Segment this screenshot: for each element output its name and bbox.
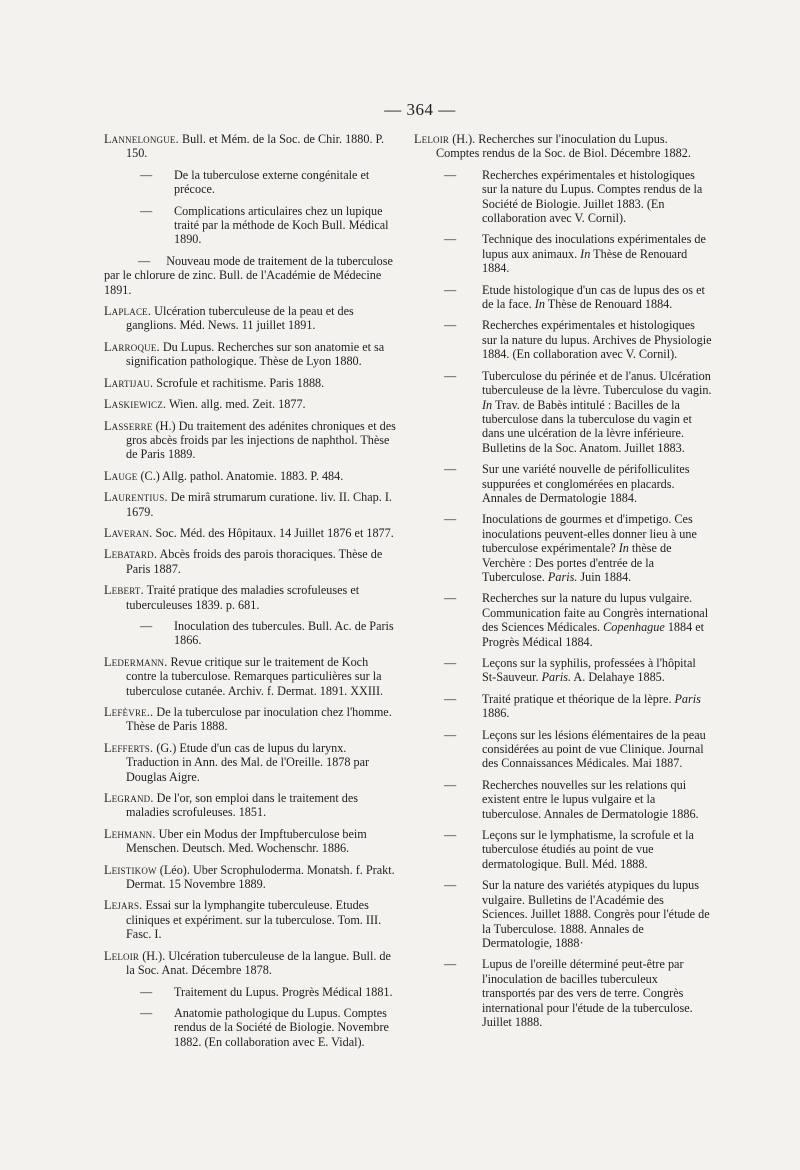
entry-text: Etude histologique d'un cas de lupus des os et de la face.	[482, 282, 705, 312]
bibliography-entry	[104, 827, 396, 856]
bibliography-entry	[414, 778, 712, 821]
ditto-dash: —	[444, 318, 457, 333]
ditto-dash: —	[444, 691, 457, 706]
entry-text: Tuberculose du périnée et de l'anus. Ulcération tuberculeuse de la lèvre. Tuberculose du vagin.	[482, 368, 712, 398]
entry-author: Lauge	[104, 468, 138, 483]
entry-text: Lupus de l'oreille déterminé peut-être par l'inoculation de bacilles tuberculeux transportés par des vers de terre. Congrès international pour l'étude de la tuberculose. Juillet 1888.	[482, 957, 693, 1029]
ditto-dash: —	[444, 462, 457, 477]
ditto-dash: —	[444, 282, 457, 297]
entry-text: (C.) Allg. pathol. Anatomie. 1883. P. 484.	[137, 468, 344, 483]
entry-text: Sur la nature des variétés atypiques du lupus vulgaire. Bulletins de l'Académie des Sciences. Juillet 1888. Congrès pour l'étude de la Tuberculose. 1888. Annales de Dermatologie, 1888·	[482, 878, 710, 950]
entry-text: Recherches sur la nature du lupus vulgaire. Communication faite au Congrès international des Sciences Médicales.	[482, 591, 709, 635]
ditto-dash: —	[140, 1005, 153, 1020]
bibliography-entry	[104, 547, 396, 576]
entry-author: Laveran.	[104, 525, 153, 540]
ditto-dash: —	[444, 656, 457, 670]
entry-text: (G.) Etude d'un cas de lupus du larynx. Traduction in Ann. des Mal. de l'Oreille. 1878 par Douglas Aigre.	[126, 740, 370, 784]
entry-text: (H.). Ulcération tuberculeuse de la langue. Bull. de la Soc. Anat. Décembre 1878.	[126, 948, 391, 978]
entry-text: Traité pratique des maladies scrofuleuses et tuberculeuses 1839. p. 681.	[126, 583, 360, 612]
entry-text: (Léo). Uber Scrophuloderma. Monatsh. f. Prakt. Dermat. 15 Novembre 1889.	[126, 862, 395, 892]
bibliography-entry	[104, 863, 396, 892]
entry-text: (H.) Du traitement des adénites chroniques et des gros abcès froids par les injections de naphthol. Thèse de Paris 1889.	[126, 418, 396, 462]
entry-text: 1886.	[482, 706, 510, 721]
entry-text: A. Delahaye 1885.	[571, 670, 665, 685]
entry-text: De l'or, son emploi dans le traitement des maladies scrofuleuses. 1851.	[126, 791, 359, 820]
bibliography-entry	[414, 828, 712, 871]
entry-text: Sur une variété nouvelle de périfolliculites suppurées et conglomérées en placards. Annales de Dermatologie 1884.	[482, 462, 690, 505]
ditto-dash: —	[444, 957, 457, 972]
entry-text: Traité pratique et théorique de la lèpre.	[482, 691, 675, 706]
entry-text: Ulcération tuberculeuse de la peau et des ganglions. Méd. News. 11 juillet 1891.	[126, 304, 354, 333]
ditto-dash: —	[140, 167, 153, 182]
entry-author: Legrand.	[104, 791, 154, 806]
entry-text: Du Lupus. Recherches sur son anatomie et sa signification pathologique. Thèse de Lyon 1880.	[126, 339, 385, 369]
entry-text: thèse de Verchère : Des portes d'entrée de la Tuberculose.	[482, 541, 672, 584]
entry-text: Bull. et Mém. de la Soc. de Chir. 1880. P. 150.	[126, 132, 385, 161]
left-column	[104, 132, 396, 1056]
entry-text: Soc. Méd. des Hôpitaux. 14 Juillet 1876 et 1877.	[152, 525, 394, 540]
bibliography-entry	[414, 878, 712, 950]
ditto-dash: —	[444, 727, 457, 742]
entry-author: Lannelongue.	[104, 132, 179, 146]
entry-italic: In	[618, 541, 629, 556]
entry-text: (H.). Recherches sur l'inoculation du Lupus. Comptes rendus de la Soc. de Biol. Décembre 1882.	[436, 132, 691, 161]
entry-author: Ledermann.	[104, 654, 168, 669]
bibliography-entry	[104, 583, 396, 612]
entry-text: Anatomie pathologique du Lupus. Comptes rendus de la Société de Biologie. Novembre 1882. (En collaboration avec E. Vidal).	[174, 1005, 389, 1049]
entry-author: Lebert.	[104, 583, 144, 598]
bibliography-entry	[104, 419, 396, 462]
entry-author: Lartijau.	[104, 375, 154, 390]
entry-text: Recherches nouvelles sur les relations qui existent entre le lupus vulgaire et la tuberculose. Annales de Dermatologie 1886.	[482, 777, 699, 821]
entry-author: Laurentius.	[104, 490, 168, 505]
entry-author: Lefèvre..	[104, 705, 154, 719]
entry-text: Recherches expérimentales et histologiques sur la nature du lupus. Archives de Physiologie 1884. (En collaboration avec V. Cornil).	[482, 318, 712, 362]
bibliography-entry	[104, 397, 396, 411]
entry-author: Laplace.	[104, 304, 152, 319]
entry-text: Recherches expérimentales et histologiques sur la nature du Lupus. Comptes rendus de la Société de Biologie. Juillet 1883. (En collaboration avec V. Cornil).	[482, 167, 703, 226]
bibliography-entry	[104, 655, 396, 698]
ditto-dash: —	[444, 368, 457, 383]
right-column	[414, 132, 712, 1036]
entry-text: Inoculation des tubercules. Bull. Ac. de Paris 1866.	[174, 618, 394, 648]
ditto-dash: —	[140, 984, 153, 999]
bibliography-entry	[104, 376, 396, 390]
bibliography-entry	[104, 898, 396, 941]
entry-text: Leçons sur les lésions élémentaires de la peau considérées au point de vue Clinique. Journal des Connaissances Médicales. Mai 1887.	[482, 727, 706, 771]
entry-italic: Paris.	[541, 670, 572, 685]
entry-text: Inoculations de gourmes et d'impetigo. Ces inoculations peuvent-elles donner lieu à une tuberculose expérimentale?	[482, 512, 697, 556]
bibliography-entry	[414, 168, 712, 226]
ditto-dash: —	[444, 167, 457, 182]
entry-text: De la tuberculose externe congénitale et précoce.	[174, 167, 370, 197]
entry-text: Trav. de Babès intitulé : Bacilles de la tuberculose dans la tuberculose du vagin et dans une ulcération de la lèvre inférieure. Bulletins de la Soc. Anatom. Juillet 1883.	[482, 397, 692, 455]
bibliography-entry	[104, 254, 396, 297]
entry-text: Juin 1884.	[577, 569, 632, 584]
bibliography-entry	[104, 526, 396, 540]
ditto-dash: —	[444, 828, 457, 843]
entry-italic: Copenhague	[603, 620, 665, 635]
ditto-dash: —	[444, 777, 457, 792]
entry-author: Laskiewicz.	[104, 397, 167, 412]
ditto-dash: —	[444, 512, 457, 527]
bibliography-entry	[414, 957, 712, 1029]
bibliography-entry	[414, 462, 712, 505]
entry-text: 1884 et Progrès Médical 1884.	[482, 620, 705, 649]
bibliography-entry	[104, 705, 396, 734]
entry-text: Thèse de Renouard 1884.	[482, 246, 688, 276]
entry-author: Larroque.	[104, 339, 160, 354]
bibliography-entry	[104, 168, 396, 197]
bibliography-entry	[414, 369, 712, 455]
entry-text: Essai sur la lymphangite tuberculeuse. Etudes cliniques et expériment. sur la tuberculose. Tom. III. Fasc. I.	[126, 898, 382, 942]
bibliography-entry	[414, 656, 712, 685]
entry-author: Lebatard.	[104, 547, 158, 562]
entry-author: Lejars.	[104, 898, 143, 913]
entry-italic: Paris	[674, 691, 701, 706]
entry-text: Leçons sur la syphilis, professées à l'hôpital St-Sauveur.	[482, 656, 696, 685]
entry-author: Leistikow	[104, 862, 157, 877]
bibliography-entry	[414, 591, 712, 649]
entry-italic: In	[534, 297, 545, 312]
entry-text: Scrofule et rachitisme. Paris 1888.	[153, 375, 325, 390]
entry-text: Wien. allg. med. Zeit. 1877.	[166, 397, 306, 412]
entry-author: Lefferts.	[104, 740, 154, 755]
bibliography-entry	[414, 232, 712, 275]
entry-italic: In	[482, 397, 493, 412]
bibliography-entry	[414, 132, 712, 161]
bibliography-entry	[104, 619, 396, 648]
entry-text: Thèse de Renouard 1884.	[544, 297, 673, 312]
entry-author: Lasserre	[104, 418, 153, 433]
page-number: — 364 —	[384, 100, 456, 119]
bibliography-entry	[104, 469, 396, 483]
entry-author: Leloir	[104, 948, 140, 963]
bibliography-entry	[414, 318, 712, 361]
bibliography-entry	[104, 791, 396, 820]
entry-italic: Paris.	[547, 569, 578, 584]
entry-text: Leçons sur le lymphatisme, la scrofule et la tuberculose étudiés au point de vue dermatologique. Bull. Méd. 1888.	[482, 828, 694, 871]
bibliography-entry	[104, 340, 396, 369]
entry-author: Lehmann.	[104, 826, 156, 841]
entry-text: De mirâ strumarum curatione. liv. II. Chap. I. 1679.	[126, 490, 392, 519]
bibliography-entry	[414, 512, 712, 584]
entry-text: Technique des inoculations expérimentales de lupus aux animaux.	[482, 232, 706, 261]
ditto-dash: —	[444, 878, 457, 893]
bibliography-entry	[104, 204, 396, 247]
bibliography-entry	[104, 949, 396, 978]
entry-text: De la tuberculose par inoculation chez l'homme. Thèse de Paris 1888.	[126, 705, 392, 734]
bibliography-entry	[104, 304, 396, 333]
ditto-dash: —	[138, 253, 151, 268]
bibliography-entry	[104, 132, 396, 161]
bibliography-entry	[104, 985, 396, 999]
entry-text: Uber ein Modus der Impftuberculose beim Menschen. Deutsch. Med. Wochenschr. 1886.	[126, 826, 367, 856]
ditto-dash: —	[444, 591, 457, 606]
bibliography-entry	[104, 741, 396, 784]
ditto-dash: —	[140, 618, 153, 633]
bibliography-entry	[414, 283, 712, 312]
entry-text: Nouveau mode de traitement de la tuberculose par le chlorure de zinc. Bull. de l'Académie de Médecine 1891.	[104, 253, 393, 297]
entry-italic: In	[580, 246, 591, 261]
bibliography-entry	[414, 692, 712, 721]
bibliography-entry	[104, 1006, 396, 1049]
entry-text: Abcès froids des parois thoraciques. Thèse de Paris 1887.	[126, 547, 383, 576]
entry-text: Traitement du Lupus. Progrès Médical 1881.	[174, 984, 393, 999]
ditto-dash: —	[140, 203, 153, 218]
entry-author: Leloir	[414, 132, 450, 146]
entry-text: Revue critique sur le traitement de Koch contre la tuberculose. Remarques particulières sur la tuberculose cutanée. Archiv. f. Dermat. 1891. XXIII.	[126, 654, 384, 698]
entry-text: Complications articulaires chez un lupique traité par la méthode de Koch Bull. Médical 1890.	[174, 203, 389, 247]
ditto-dash: —	[444, 232, 457, 247]
bibliography-entry	[104, 490, 396, 519]
bibliography-entry	[414, 728, 712, 771]
